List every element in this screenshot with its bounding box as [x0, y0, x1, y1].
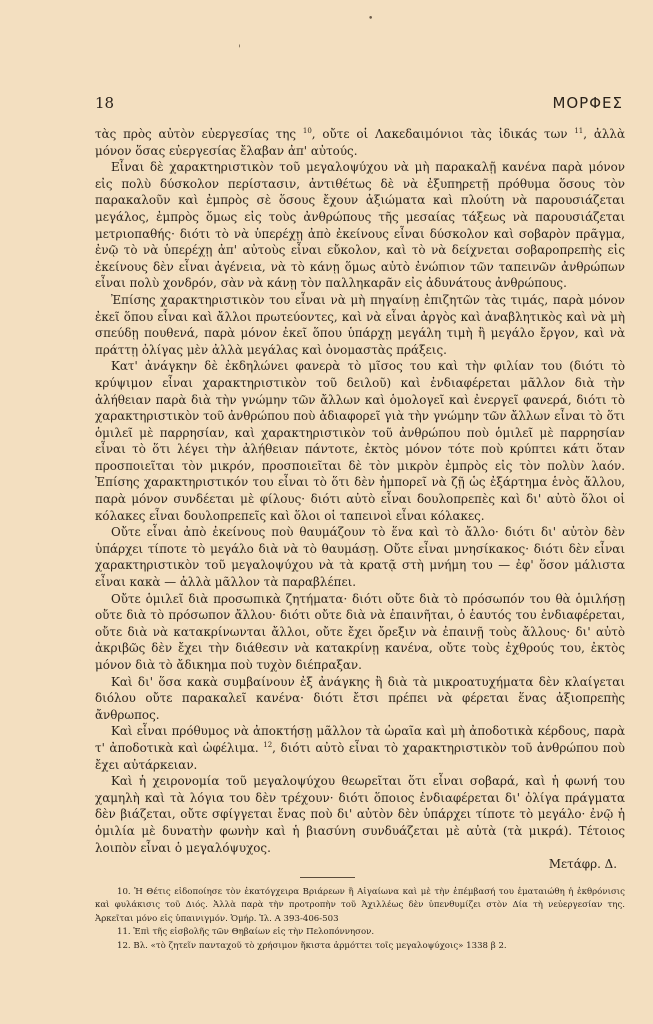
paragraph-text: , διότι αὐτὸ εἶναι τὸ χαρακτηριστικὸν τοῦ ἀνθρώπου ποὺ ἔχει αὐτάρκειαν. — [95, 740, 626, 772]
body-paragraph — [95, 126, 625, 159]
body-paragraph — [95, 159, 625, 292]
paragraph-text: τὰς πρὸς αὐτὸν εὐεργεσίας της — [95, 127, 303, 141]
paragraph-text: , ἀλλὰ μόνον ὅσας εὐεργεσίας ἔλαβαν ἀπ' αὐτούς. — [95, 127, 625, 158]
paragraph-text: Καὶ δι' ὅσα κακὰ συμβαίνουν ἐξ ἀνάγκης ἢ διὰ τὰ μικροατυχήματα δὲν κλαίγεται διόλου οὔτε παρακαλεῖ κανένα· διότι ἔτσι πρέπει νὰ φέρεται ἕνας ἀξιοπρεπὴς ἄνθρωπος. — [95, 674, 625, 722]
body-paragraph — [95, 674, 625, 724]
body-paragraph — [95, 591, 625, 674]
body-text — [95, 126, 625, 873]
body-paragraph — [95, 358, 625, 524]
footnote: 11. Ἐπὶ τῆς εἰσβολῆς τῶν Θηβαίων εἰς τὴν Πελοπόννησον. — [117, 927, 375, 938]
footnote-rule — [300, 877, 355, 878]
body-paragraph — [95, 773, 625, 856]
body-paragraph — [95, 292, 625, 358]
body-paragraph — [95, 524, 625, 590]
paragraph-text: Εἶναι δὲ χαρακτηριστικὸν τοῦ μεγαλοψύχου νὰ μὴ παρακαλῇ κανένα παρὰ μόνον εἰς πολὺ δύσκολον περίστασιν, ἀντιθέτως δὲ νὰ ἐξυπηρετῇ πρόθυμα ὅσους τὸν παρακαλοῦν καὶ ἐμπρὸς σὲ ὅσους ἔχουν ἀξιώματα καὶ πλούτη νὰ παρουσιάζεται μεγάλος, ἐμπρὸς ὅμως εἰς τοὺς ἀνθρώπους τῆς μεσαίας τάξεως νὰ παρουσιάζεται μετριοπαθής· διότι τὸ νὰ ὑπερέχῃ ἀπὸ ἐκείνους εἶναι δύσκολον καὶ σοβαρὸν πρᾶγμα, ἐνῷ τὸ νὰ ὑπερέχῃ ἀπ' αὐτοὺς εἶναι εὔκολον, καὶ τὸ νὰ δείχνεται σοβαροπρεπὴς εἰς ἐκείνους δὲν εἶναι ἀγένεια, νὰ τὸ κάνῃ ὅμως αὐτὸ ἐνώπιον τῶν ταπεινῶν ἀνθρώπων εἶναι πολὺ χονδρόν, σὰν νὰ κάνῃ τὸν παλληκαρᾶν εἰς ἀδυνάτους ἀνθρώπους. — [95, 160, 625, 291]
footnote-ref: 12 — [263, 741, 273, 749]
paragraph-text: Καὶ ἡ χειρονομία τοῦ μεγαλοψύχου θεωρεῖται ὅτι εἶναι σοβαρά, καὶ ἡ φωνή του χαμηλὴ καὶ τὰ λόγια του δὲν τρέχουν· διότι ὅποιος ἐνδιαφέρεται δι' ὀλίγα πράγματα δὲν βιάζεται, οὔτε σφίγγεται ἕνας ποὺ δι' αὐτὸν δὲν ὑπάρχει τίποτε τὸ μεγάλο· ἐνῷ ἡ ὁμιλία μὲ δυνατὴν φωνὴν καὶ ἡ βιασύνη συνδυάζεται μὲ αὐτὰ (τὰ μικρά). Τέτοιος λοιπὸν εἶναι ὁ μεγαλόψυχος. — [95, 774, 625, 855]
page-number: 18 — [95, 94, 115, 112]
paragraph-text: Ἐπίσης χαρακτηριστικὸν του εἶναι νὰ μὴ πηγαίνῃ ἐπιζητῶν τὰς τιμάς, παρὰ μόνον ἐκεῖ ὅπου εἶναι καὶ ἄλλοι πρωτεύοντες, καὶ νὰ εἶναι ἀργὸς καὶ ἀναβλητικὸς καὶ νὰ μὴ σπεύδῃ πουθενά, παρὰ μόνον ἐκεῖ ὅπου ὑπάρχῃ μεγάλη τιμὴ ἢ μεγάλο ἔργον, καὶ νὰ πράττῃ ὀλίγας μὲν ἀλλὰ μεγάλας καὶ ὀνομαστὰς πράξεις. — [95, 292, 625, 357]
paragraph-text: Οὔτε εἶναι ἀπὸ ἐκείνους ποὺ θαυμάζουν τὸ ἕνα καὶ τὸ ἄλλο· διότι δι' αὐτὸν δὲν ὑπάρχει τίποτε τὸ μεγάλο διὰ νὰ τὸ θαυμάσῃ. Οὔτε εἶναι μνησίκακος· διότι δὲν εἶναι χαρακτηριστικὸν τοῦ μεγαλοψύχου νὰ τὰ κρατᾷ στὴ μνήμη του — ἐφ' ὅσον μάλιστα εἶναι κακὰ — ἀλλὰ μᾶλλον τὰ παραβλέπει. — [95, 525, 625, 590]
footnotes — [95, 886, 625, 953]
paragraph-text: Καὶ εἶναι πρόθυμος νὰ ἀποκτήσῃ μᾶλλον τὰ ὡραῖα καὶ μὴ ἀποδοτικὰ κέρδους, παρὰ τ' ἀποδοτικὰ καὶ ὠφέλιμα. — [95, 724, 625, 755]
translator-signature: Μετάφρ. Δ. — [548, 857, 617, 872]
page-header — [95, 94, 623, 114]
footnote: 12. Βλ. «τὸ ζητεῖν πανταχοῦ τὸ χρήσιμον ἥκιστα ἁρμόττει τοῖς μεγαλοψύχοις» 1338 β 2. — [117, 940, 507, 951]
footnote: 10. Ἡ Θέτις εἰδοποίησε τὸν ἑκατόγχειρα Βριάρεων ἢ Αἰγαίωνα καὶ μὲ τὴν ἐπέμβασή του ἐματαιώθη ἡ ἐκθρόνισις καὶ φυλάκισις τοῦ Διός. Ἀλλὰ παρὰ τὴν προτροπὴν τοῦ Ἀχιλλέως δὲν ὑπενθυμίζει στὸν Δία τὴ νεὐεργεσίαν της. Ἀρκεῖται μόνο εἰς ὑπαινιγμόν. Ὁμήρ. Ἰλ. Α 393-406-503 — [95, 887, 625, 924]
footnote-ref: 11 — [574, 127, 584, 136]
paragraph-text: Οὔτε ὁμιλεῖ διὰ προσωπικὰ ζητήματα· διότι οὔτε διὰ τὸ πρόσωπόν του θὰ ὁμιλήσῃ οὔτε διὰ τὸ πρόσωπον ἄλλου· διότι οὔτε διὰ νὰ ἐπαινῆται, ὁ ἑαυτός του ἐνδιαφέρεται, οὔτε διὰ νὰ κατακρίνωνται ἄλλοι, οὔτε ἔχει ὄρεξιν νὰ ἐπαινῇ τοὺς ἄλλους· δι' αὐτὸ ἀκριβῶς δὲν ἔχει τὴν διάθεσιν νὰ κατακρίνῃ κανένα, οὔτε τοὺς ἐχθρούς του, ἐκτὸς μόνον διὰ τὸ ἄδικημα ποὺ τυχὸν διέπραξαν. — [95, 591, 625, 672]
paragraph-text: Κατ' ἀνάγκην δὲ ἐκδηλώνει φανερὰ τὸ μῖσος του καὶ τὴν φιλίαν του (διότι τὸ κρύψιμον εἶναι χαρακτηριστικὸν τοῦ δειλοῦ) καὶ ἐνδιαφέρεται μᾶλλον διὰ τὴν ἀλήθειαν παρὰ διὰ τὴν γνώμην τῶν ἄλλων καὶ ὁμολογεῖ καὶ ἐνεργεῖ φανερά, διότι τὸ χαρακτηριστικὸν τοῦ ἀνθρώπου ποὺ ἀδιαφορεῖ γιὰ τὴν γνώμην τῶν ἄλλων εἶναι τὸ ὅτι ὁμιλεῖ μὲ παρρησίαν, καὶ χαρακτηριστικὸν τοῦ ἀνθρώπου ποὺ ὁμιλεῖ μὲ παρρησίαν εἶναι τὸ ὅτι λέγει τὴν ἀλήθειαν πάντοτε, ἐκτὸς μόνον τότε ποὺ κρύπτει κάτι ὅταν προσποιεῖται τὸν μικρόν, προσποιεῖται δὲ τὸν μικρὸν ἐμπρὸς εἰς τὸν πολὺν λαόν. Ἐπίσης χαρακτηριστικόν του εἶναι τὸ ὅτι δὲν ἠμπορεῖ νὰ ζῇ ὡς ἐξάρτημα ἑνὸς ἄλλου, παρὰ μόνον συνδέεται μὲ φίλους· διότι αὐτὸ εἶναι δουλοπρεπὲς καὶ δι' αὐτὸ ὅλοι οἱ κόλακες εἶναι δουλοπρεπεῖς καὶ ὅλοι οἱ ταπεινοὶ εἶναι κόλακες. — [95, 359, 625, 523]
top-dot-mark: • — [368, 14, 374, 24]
paragraph-text: , οὔτε οἱ Λακεδαιμόνιοι τὰς ἰδικάς των — [311, 127, 575, 141]
running-title: ΜΟΡΦΕΣ — [552, 94, 623, 112]
body-paragraph — [95, 723, 625, 773]
footnote-ref: 10 — [302, 127, 312, 136]
top-tick-mark: ' — [238, 44, 241, 55]
